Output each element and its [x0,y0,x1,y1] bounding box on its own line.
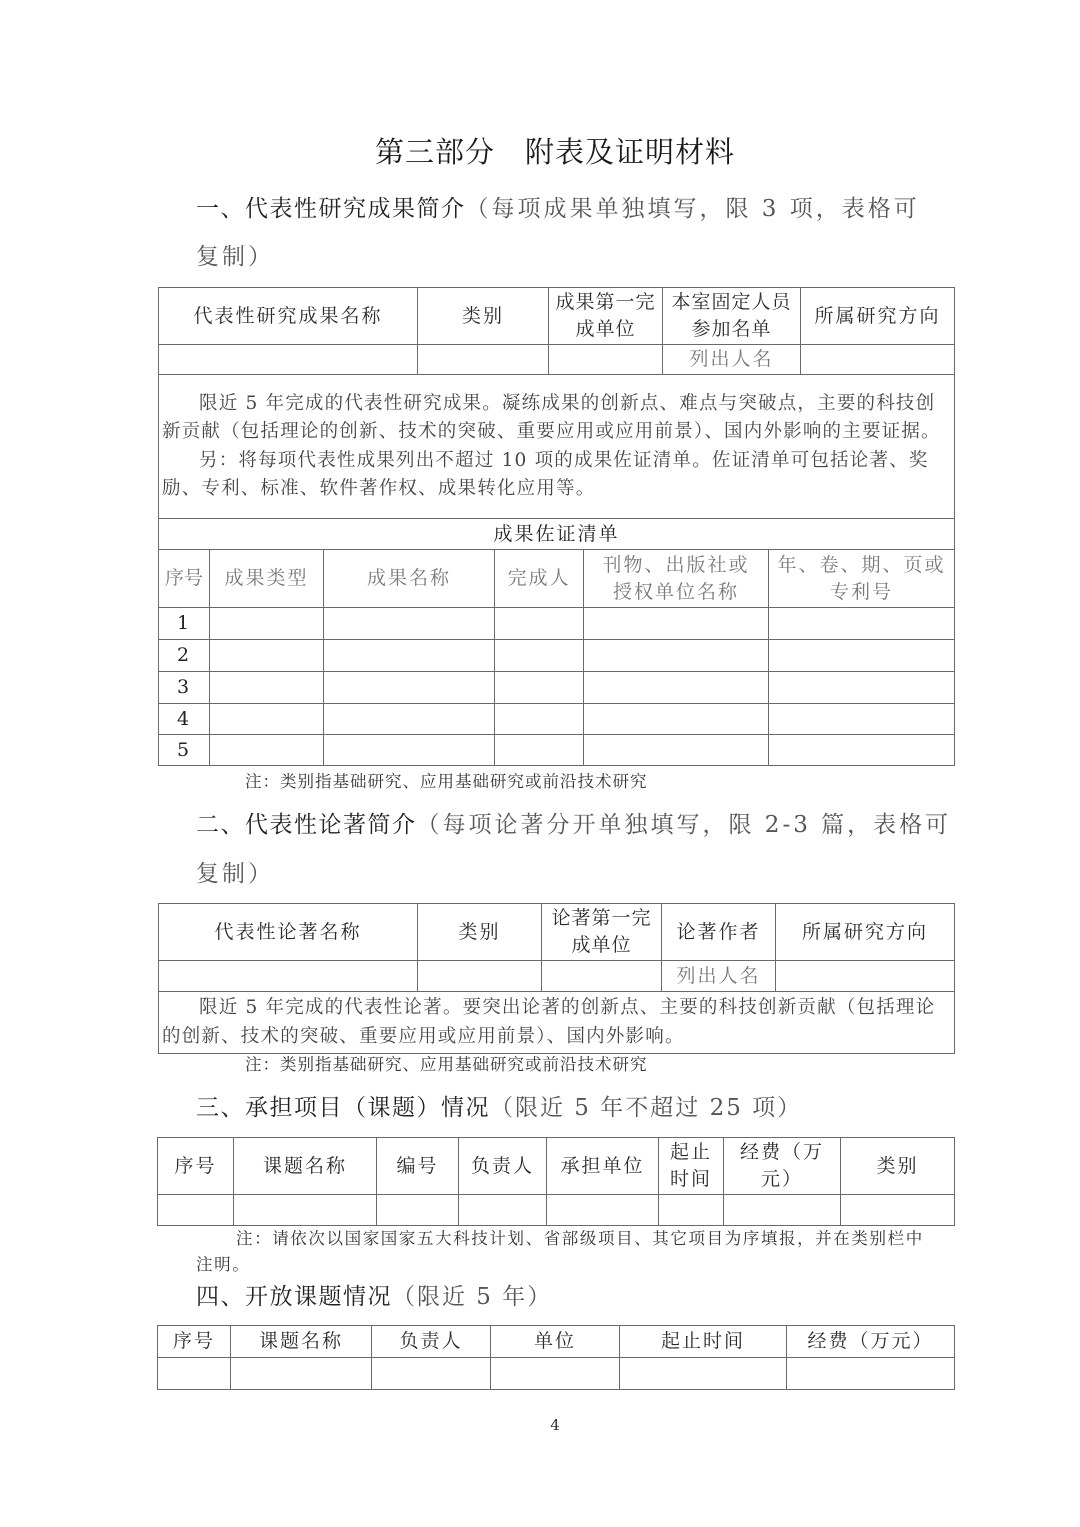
evidence-cell[interactable] [584,608,769,640]
open-projects-data-row [158,1358,955,1390]
evidence-row [159,640,955,672]
publication-header-row [159,904,955,961]
project-cell[interactable] [724,1195,841,1226]
header-research-direction: 所属研究方向 [776,904,955,961]
header-period: 起止时间 [620,1326,787,1358]
project-cell[interactable] [841,1195,955,1226]
cell-research-direction[interactable] [801,345,955,375]
publication-description[interactable] [159,992,955,1054]
evidence-row [159,672,955,704]
description-paragraph-1: 限近 5 年完成的代表性研究成果。凝练成果的创新点、难点与突破点，主要的科技创新贡献（包括理论的创新、技术的突破、重要应用或应用前景）、国内外影响的主要证据。 [162,392,941,442]
cell-first-unit[interactable] [549,345,663,375]
evidence-row-index: 4 [159,704,210,735]
evidence-cell[interactable] [495,704,584,735]
open-project-cell[interactable] [231,1358,372,1390]
evidence-cell[interactable] [769,672,955,704]
section2-heading-text: 二、代表性论著简介 [196,812,417,838]
publication-description-row [159,992,955,1054]
header-first-unit: 成果第一完成单位 [549,288,663,345]
evidence-cell[interactable] [495,608,584,640]
header-unit: 单位 [491,1326,620,1358]
header-authors: 论著作者 [662,904,776,961]
evidence-header-index: 序号 [159,550,210,608]
page-title [0,130,1080,171]
evidence-cell[interactable] [210,640,324,672]
section2-heading-note: （每项论著分开单独填写，限 2-3 篇，表格可 [416,812,952,838]
section3-heading [196,1089,802,1122]
cell-category[interactable] [418,961,542,992]
cell-staff-list[interactable]: 列出人名 [663,345,801,375]
section4-heading-note: （限近 5 年） [392,1284,553,1310]
achievement-description[interactable] [159,375,955,519]
cell-category[interactable] [418,345,549,375]
section4-heading-text: 四、开放课题情况 [196,1284,392,1310]
project-cell[interactable] [547,1195,659,1226]
evidence-cell[interactable] [324,640,495,672]
description-paragraph-2: 另：将每项代表性成果列出不超过 10 项的成果佐证清单。佐证清单可包括论著、奖励、专利、标准、软件著作权、成果转化应用等。 [162,449,929,499]
section2-note: 注：类别指基础研究、应用基础研究或前沿技术研究 [245,1055,648,1074]
evidence-cell[interactable] [495,735,584,766]
open-project-cell[interactable] [158,1358,231,1390]
project-cell[interactable] [659,1195,724,1226]
header-publication-name: 代表性论著名称 [159,904,418,961]
header-category: 类别 [418,904,542,961]
header-research-direction: 所属研究方向 [801,288,955,345]
header-lead: 负责人 [459,1138,547,1195]
section2-heading-cont: 复制） [196,861,274,887]
section3-heading-note: （限近 5 年不超过 25 项） [490,1095,803,1121]
header-index: 序号 [158,1138,234,1195]
header-achievement-name: 代表性研究成果名称 [159,288,418,345]
section3-heading-text: 三、承担项目（课题）情况 [196,1095,490,1121]
evidence-cell[interactable] [210,735,324,766]
evidence-cell[interactable] [584,704,769,735]
cell-achievement-name[interactable] [159,345,418,375]
publication-table [158,903,955,1054]
header-unit: 承担单位 [547,1138,659,1195]
evidence-cell[interactable] [324,608,495,640]
evidence-cell[interactable] [769,640,955,672]
open-project-cell[interactable] [372,1358,491,1390]
header-project-name: 课题名称 [231,1326,372,1358]
evidence-cell[interactable] [324,735,495,766]
evidence-title: 成果佐证清单 [159,519,955,550]
evidence-header-author: 完成人 [495,550,584,608]
evidence-cell[interactable] [584,672,769,704]
evidence-row [159,735,955,766]
evidence-header-type: 成果类型 [210,550,324,608]
cell-first-unit[interactable] [542,961,662,992]
projects-table [157,1137,955,1226]
section1-heading-cont: 复制） [196,244,274,270]
header-code: 编号 [377,1138,459,1195]
page-number: 4 [550,1416,560,1434]
publication-description-text: 限近 5 年完成的代表性论著。要突出论著的创新点、主要的科技创新贡献（包括理论的创新、技术的突破、重要应用或应用前景）、国内外影响。 [162,997,936,1047]
evidence-cell[interactable] [584,640,769,672]
projects-data-row [158,1195,955,1226]
open-project-cell[interactable] [787,1358,955,1390]
evidence-cell[interactable] [769,735,955,766]
header-project-name: 课题名称 [234,1138,377,1195]
achievement-description-row [159,375,955,519]
evidence-header-publisher: 刊物、出版社或授权单位名称 [584,550,769,608]
evidence-cell[interactable] [324,672,495,704]
header-funding: 经费（万元） [724,1138,841,1195]
section3-note: 注：请依次以国家国家五大科技计划、省部级项目、其它项目为序填报，并在类别栏中注明。 [196,1229,924,1274]
header-category: 类别 [841,1138,955,1195]
header-staff-list: 本室固定人员参加名单 [663,288,801,345]
open-project-cell[interactable] [491,1358,620,1390]
title-part: 第三部分 [374,135,495,169]
header-first-unit: 论著第一完成单位 [542,904,662,961]
header-funding: 经费（万元） [787,1326,955,1358]
cell-publication-name[interactable] [159,961,418,992]
cell-authors[interactable]: 列出人名 [662,961,776,992]
header-lead: 负责人 [372,1326,491,1358]
evidence-header-name: 成果名称 [324,550,495,608]
evidence-header-volume: 年、卷、期、页或专利号 [769,550,955,608]
evidence-cell[interactable] [769,704,955,735]
open-projects-header-row [158,1326,955,1358]
evidence-cell[interactable] [769,608,955,640]
open-projects-table [157,1325,955,1390]
header-period: 起止时间 [659,1138,724,1195]
section1-note: 注：类别指基础研究、应用基础研究或前沿技术研究 [245,772,648,791]
project-cell[interactable] [377,1195,459,1226]
section1-heading-note: （每项成果单独填写，限 3 项，表格可 [465,196,920,222]
section1-heading-text: 一、代表性研究成果简介 [196,196,466,222]
section2-heading [196,806,951,839]
project-cell[interactable] [158,1195,234,1226]
projects-header-row [158,1138,955,1195]
achievement-table [158,287,955,519]
evidence-header-row [159,550,955,608]
evidence-row-index: 1 [159,608,210,640]
evidence-cell[interactable] [495,640,584,672]
evidence-row [159,704,955,735]
evidence-cell[interactable] [210,704,324,735]
evidence-cell[interactable] [210,672,324,704]
section1-heading [196,190,920,223]
achievement-header-row [159,288,955,345]
evidence-cell[interactable] [210,608,324,640]
evidence-row-index: 2 [159,640,210,672]
publication-data-row [159,961,955,992]
section4-heading [196,1278,552,1311]
header-index: 序号 [158,1326,231,1358]
evidence-row-index: 5 [159,735,210,766]
evidence-cell[interactable] [324,704,495,735]
project-cell[interactable] [459,1195,547,1226]
evidence-cell[interactable] [584,735,769,766]
cell-research-direction[interactable] [776,961,955,992]
evidence-row-index: 3 [159,672,210,704]
title-main: 附表及证明材料 [525,135,736,169]
project-cell[interactable] [234,1195,377,1226]
header-category: 类别 [418,288,549,345]
open-project-cell[interactable] [620,1358,787,1390]
evidence-title-row [159,519,955,550]
evidence-table [158,518,955,766]
achievement-data-row [159,345,955,375]
evidence-row [159,608,955,640]
evidence-cell[interactable] [495,672,584,704]
